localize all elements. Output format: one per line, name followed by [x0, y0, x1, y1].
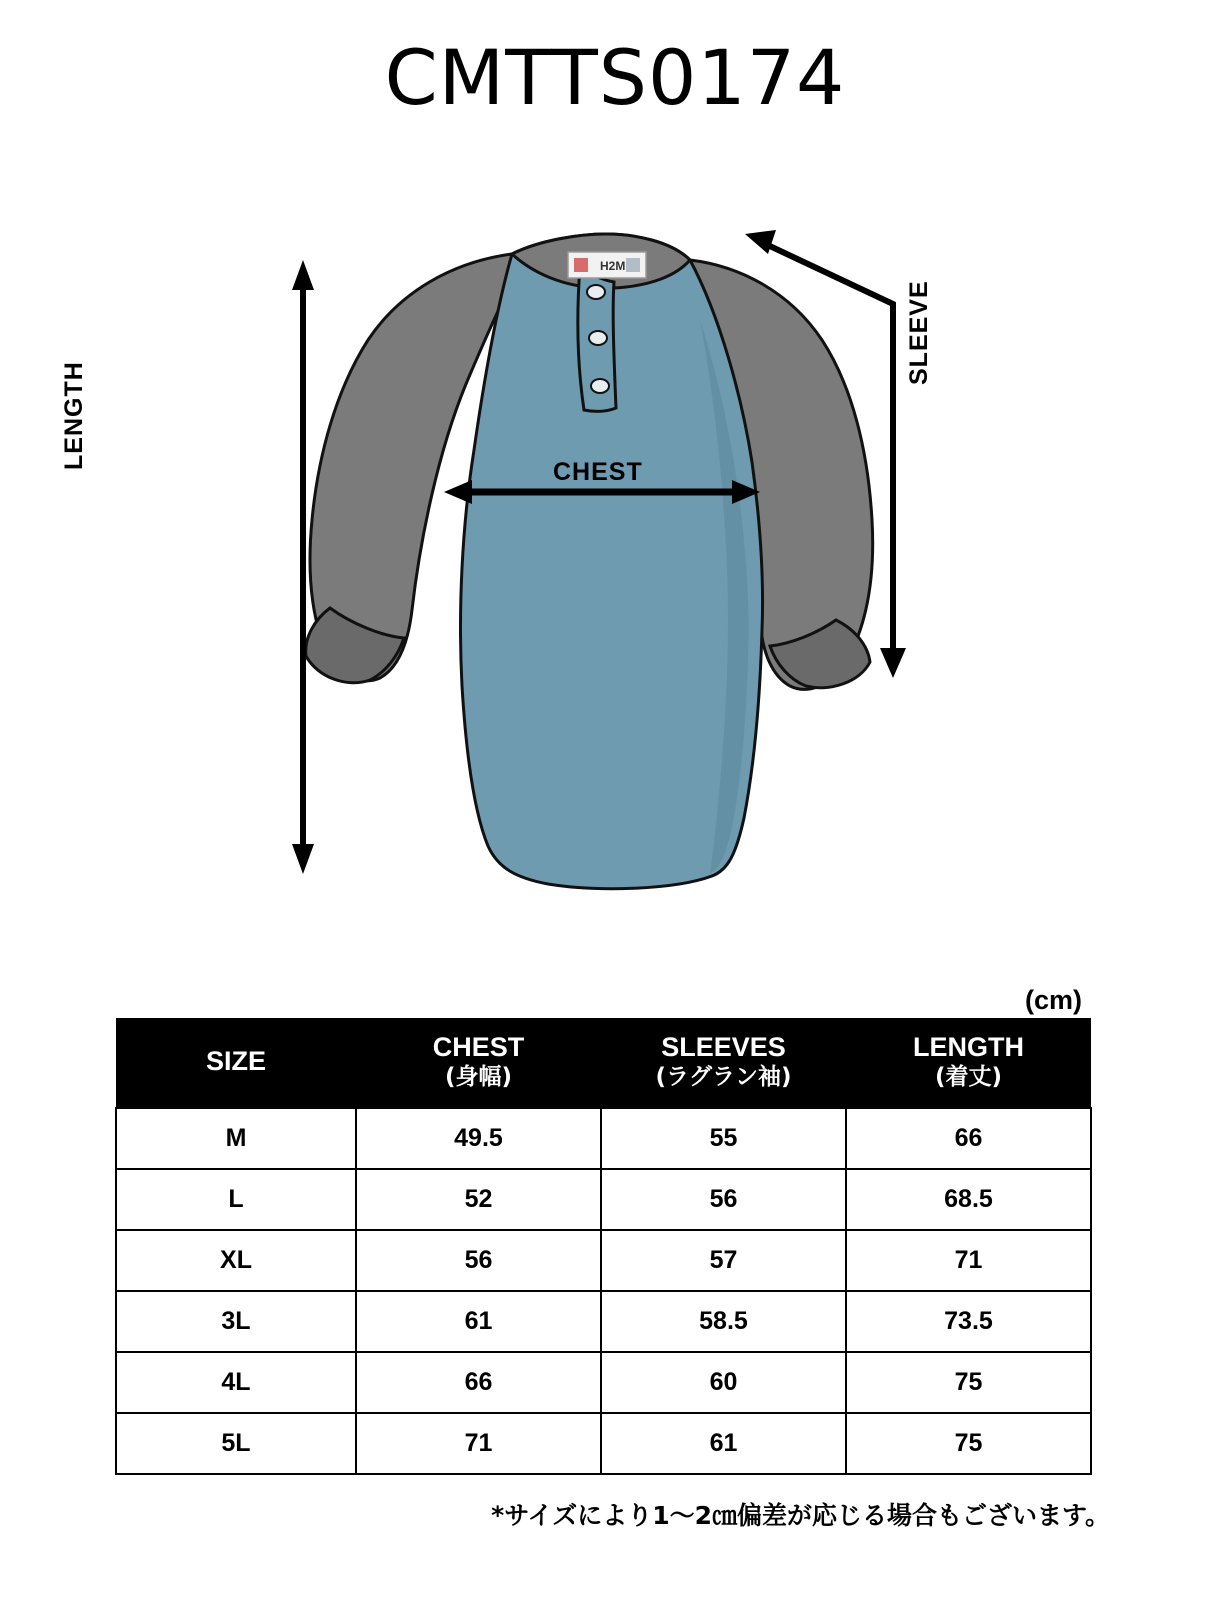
header-chest-en: CHEST	[432, 1032, 525, 1062]
brand-tag-mark2	[626, 258, 640, 272]
header-chest-jp: (身幅)	[444, 1063, 513, 1090]
cell-chest: 71	[356, 1413, 601, 1474]
cell-chest: 61	[356, 1291, 601, 1352]
table-row	[116, 1169, 1091, 1230]
cell-size: 5L	[116, 1413, 356, 1474]
cell-sleeves: 58.5	[601, 1291, 846, 1352]
cell-size: 4L	[116, 1352, 356, 1413]
cell-chest: 49.5	[356, 1108, 601, 1169]
table-row	[116, 1108, 1091, 1169]
garment-illustration	[0, 200, 1230, 960]
button-3	[591, 379, 609, 393]
button-1	[587, 285, 605, 299]
table-row	[116, 1413, 1091, 1474]
cell-sleeves: 56	[601, 1169, 846, 1230]
cell-sleeves: 55	[601, 1108, 846, 1169]
table-header-row	[116, 1018, 1091, 1108]
tshirt-diagram	[0, 200, 1230, 960]
header-sleeves-en: SLEEVES	[661, 1032, 786, 1062]
cell-size: M	[116, 1108, 356, 1169]
cell-length: 75	[846, 1352, 1091, 1413]
button-2	[589, 331, 607, 345]
cell-size: XL	[116, 1230, 356, 1291]
cell-sleeves: 57	[601, 1230, 846, 1291]
chest-label: CHEST	[553, 458, 643, 486]
page-title: CMTTS0174	[384, 33, 846, 122]
size-chart-table	[115, 1018, 1092, 1475]
cell-sleeves: 61	[601, 1413, 846, 1474]
cell-length: 75	[846, 1413, 1091, 1474]
cell-chest: 52	[356, 1169, 601, 1230]
header-size	[116, 1018, 356, 1108]
cell-length: 66	[846, 1108, 1091, 1169]
unit-note: (cm)	[1024, 985, 1082, 1015]
footnote: *サイズにより1〜2㎝偏差が応じる場合もございます。	[491, 1501, 1110, 1530]
header-length-en: LENGTH	[913, 1032, 1024, 1062]
cell-length: 68.5	[846, 1169, 1091, 1230]
table-row	[116, 1230, 1091, 1291]
brand-tag-text: H2M	[600, 259, 626, 273]
header-sleeves	[601, 1018, 846, 1108]
sleeve-label: SLEEVE	[905, 280, 933, 385]
cell-chest: 56	[356, 1230, 601, 1291]
header-size-en: SIZE	[205, 1045, 266, 1076]
cell-size: L	[116, 1169, 356, 1230]
brand-tag-mark	[574, 258, 588, 272]
header-length	[846, 1018, 1091, 1108]
header-sleeves-jp: (ラグラン袖)	[655, 1063, 792, 1090]
cell-sleeves: 60	[601, 1352, 846, 1413]
cell-length: 71	[846, 1230, 1091, 1291]
cell-chest: 66	[356, 1352, 601, 1413]
header-chest	[356, 1018, 601, 1108]
table-row	[116, 1352, 1091, 1413]
header-length-jp: (着丈)	[934, 1063, 1003, 1090]
cell-length: 73.5	[846, 1291, 1091, 1352]
length-label: LENGTH	[60, 361, 88, 470]
table-row	[116, 1291, 1091, 1352]
cell-size: 3L	[116, 1291, 356, 1352]
